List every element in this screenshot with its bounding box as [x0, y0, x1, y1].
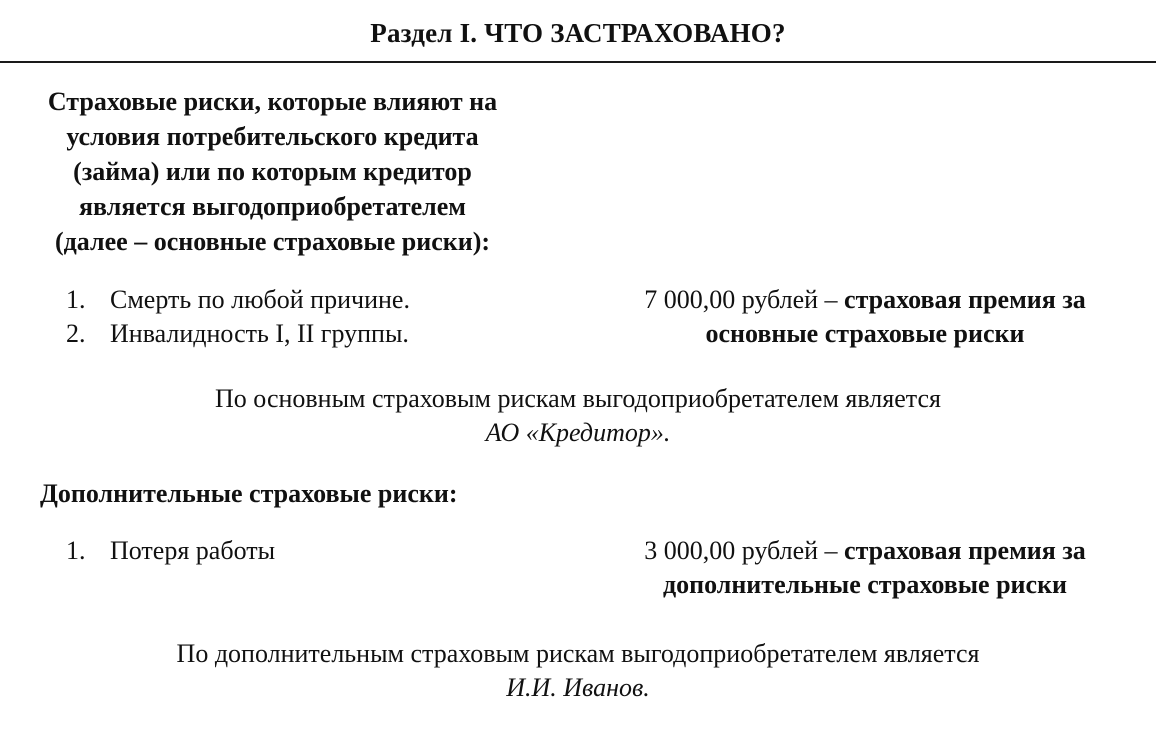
main-risks-heading-line: (займа) или по которым кредитор [73, 157, 472, 186]
premium-label: дополнительные страховые риски [662, 570, 1068, 599]
main-risks-heading-line: является выгодоприобретателем [78, 192, 467, 221]
main-risks-list [66, 283, 410, 351]
extra-risks-heading: Дополнительные страховые риски: [40, 479, 458, 508]
premium-amount: 3 000,00 рублей – [644, 536, 845, 565]
premium-amount: 7 000,00 рублей – [644, 285, 845, 314]
list-item-number: 2. [66, 319, 86, 348]
list-item-text: Потеря работы [110, 536, 276, 565]
main-premium [605, 283, 1125, 351]
main-risks-heading-line: условия потребительского кредита [66, 122, 479, 151]
premium-label: страховая премия за [844, 536, 1086, 565]
extra-beneficiary [0, 637, 1156, 705]
main-risks-heading-line: Страховые риски, которые влияют на [47, 87, 498, 116]
list-item-number: 1. [66, 285, 86, 314]
extra-premium [605, 534, 1125, 602]
list-item [66, 534, 275, 568]
list-item-text: Смерть по любой причине. [110, 285, 410, 314]
premium-label: основные страховые риски [705, 319, 1025, 348]
beneficiary-text: По дополнительным страховым рискам выгодоприобретателем является [176, 639, 980, 668]
premium-line [605, 283, 1125, 317]
premium-line [605, 317, 1125, 351]
main-beneficiary [0, 382, 1156, 450]
list-item [66, 283, 410, 317]
main-risks-heading-line: (далее – основные страховые риски): [54, 227, 491, 256]
section-title: Раздел I. ЧТО ЗАСТРАХОВАНО? [370, 18, 786, 48]
list-item [66, 317, 410, 351]
premium-line [605, 534, 1125, 568]
list-item-number: 1. [66, 536, 86, 565]
premium-line [605, 568, 1125, 602]
beneficiary-text: По основным страховым рискам выгодоприобретателем является [215, 384, 941, 413]
extra-risks-list [66, 534, 275, 568]
beneficiary-name: И.И. Иванов. [506, 673, 650, 702]
list-item-text: Инвалидность I, II группы. [110, 319, 409, 348]
main-risks-heading [10, 84, 535, 259]
beneficiary-name: АО «Кредитор». [485, 418, 671, 447]
premium-label: страховая премия за [844, 285, 1086, 314]
title-divider [0, 61, 1156, 63]
